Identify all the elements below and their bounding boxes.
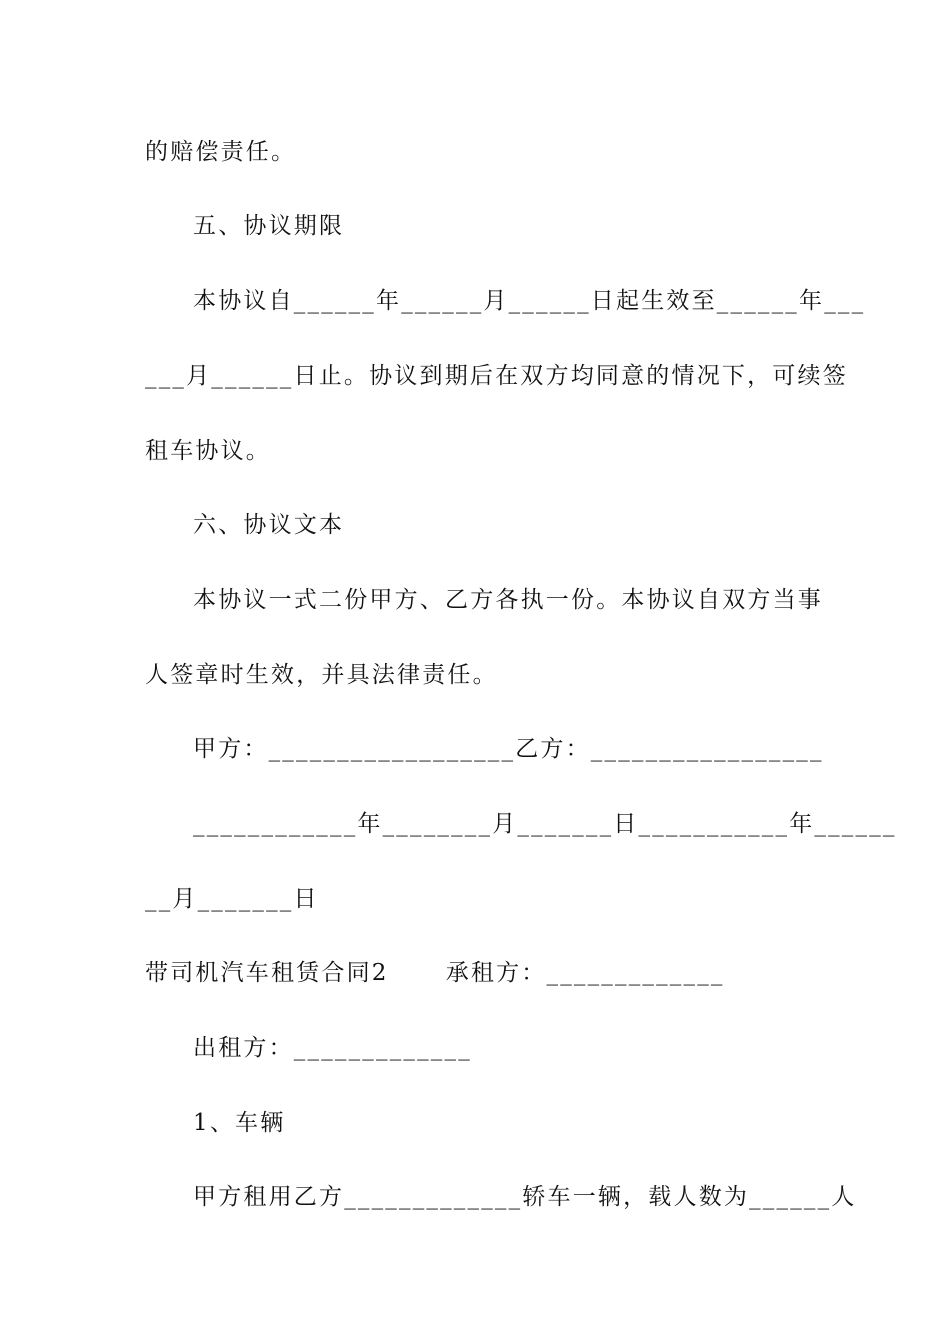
paragraph-line: 人签章时生效，并具法律责任。 — [145, 662, 498, 688]
section-heading-text: 六、协议文本 — [193, 512, 345, 538]
contract-title-line: 带司机汽车租赁合同2 承租方：_____________ — [145, 960, 725, 986]
paragraph-line: 的赔偿责任。 — [145, 139, 297, 165]
paragraph-line: 本协议自______年______月______日起生效至______年___ — [193, 288, 866, 314]
paragraph-line: ___月______日止。协议到期后在双方均同意的情况下，可续签 — [145, 363, 848, 389]
date-line: ____________年________月_______日___________年______ — [193, 811, 897, 837]
section-heading-term: 五、协议期限 — [193, 213, 345, 239]
paragraph-line: 本协议一式二份甲方、乙方各执一份。本协议自双方当事 — [193, 587, 823, 613]
signature-line: 甲方：__________________乙方：_________________ — [193, 736, 824, 762]
date-line: __月_______日 — [145, 886, 319, 912]
section-heading-vehicle: 1、车辆 — [193, 1110, 286, 1136]
paragraph-line: 甲方租用乙方_____________轿车一辆，载人数为______人 — [193, 1184, 857, 1210]
paragraph-line: 租车协议。 — [145, 438, 271, 464]
lessor-line: 出租方：_____________ — [193, 1035, 472, 1061]
